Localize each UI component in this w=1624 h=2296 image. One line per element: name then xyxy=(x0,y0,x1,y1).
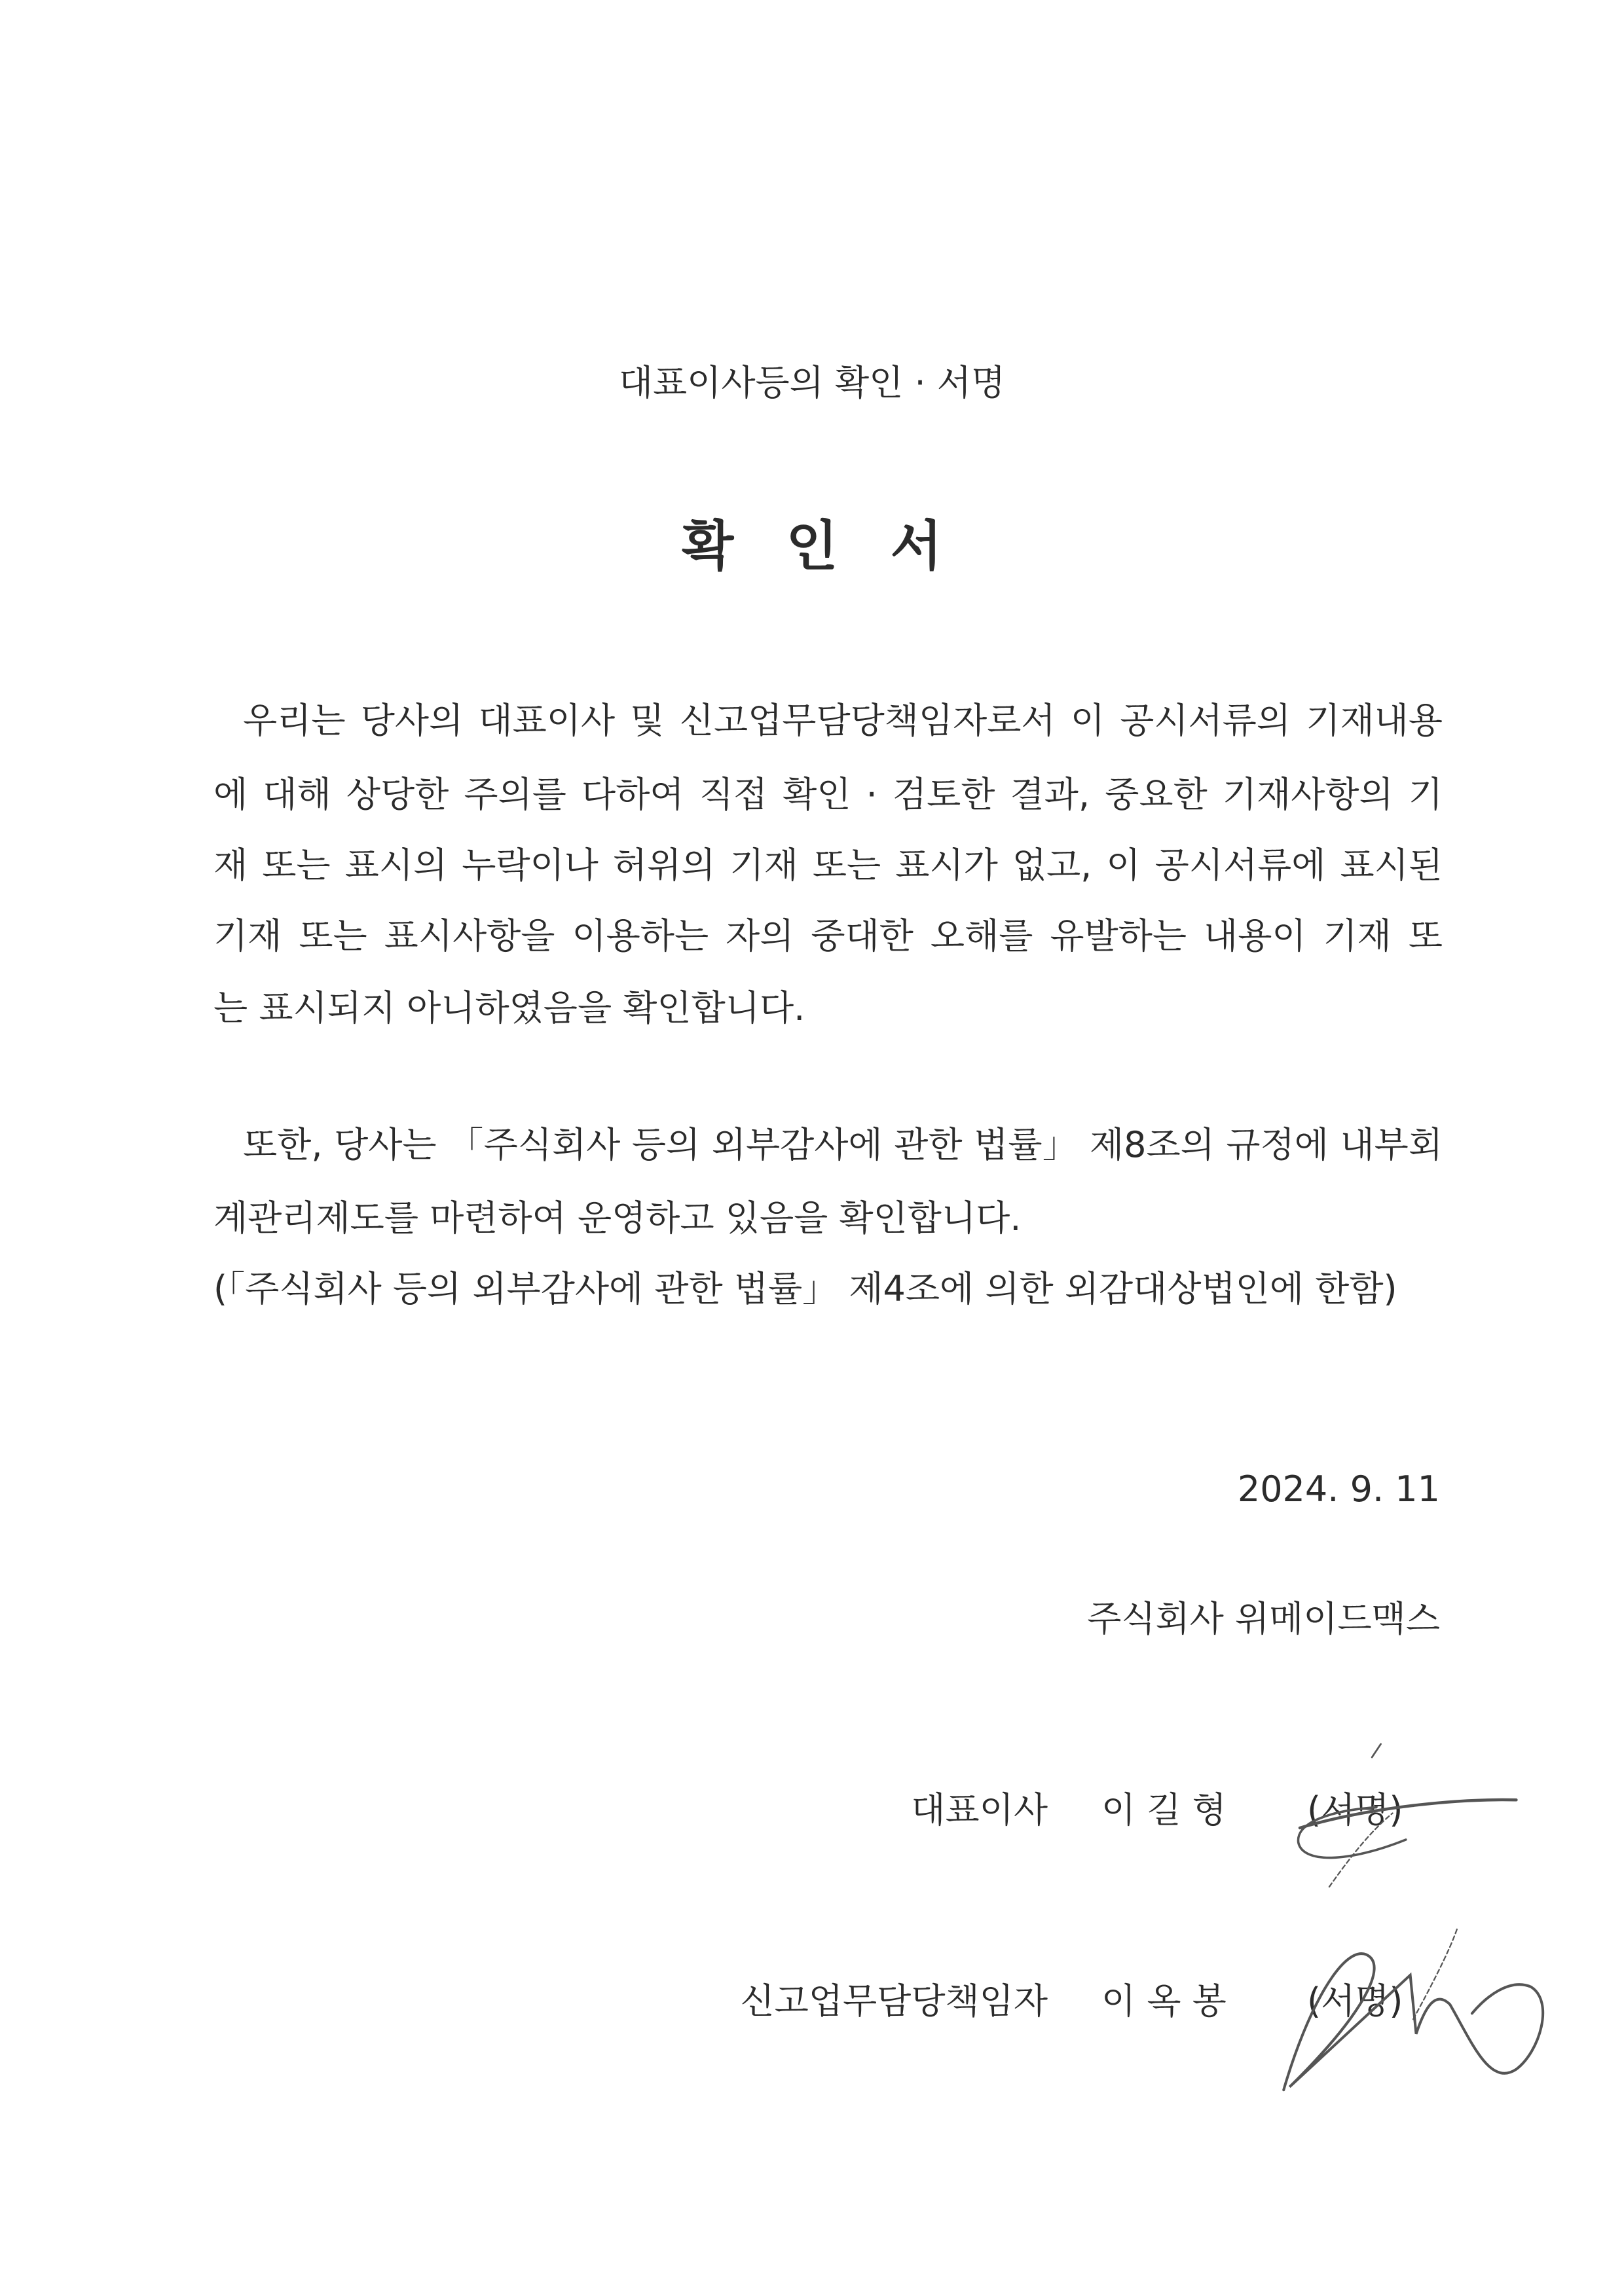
document-subtitle: 대표이사등의 확인 · 서명 xyxy=(618,362,1006,403)
signatory-name: 이 길 형 xyxy=(1101,1789,1227,1831)
paragraph-line: 기재 또는 표시사항을 이용하는 자의 중대한 오해를 유발하는 내용이 기재 또 xyxy=(213,915,1443,957)
title-char: 확 xyxy=(682,515,734,577)
signatory-role: 대표이사 xyxy=(911,1789,1048,1831)
signatory-name: 이 옥 봉 xyxy=(1101,1980,1227,2022)
signatory-role: 신고업무담당책임자 xyxy=(740,1980,1048,2022)
paragraph-line: 에 대해 상당한 주의를 다하여 직접 확인 · 검토한 결과, 중요한 기재사항의 기 xyxy=(213,774,1443,815)
paragraph-line: 재 또는 표시의 누락이나 허위의 기재 또는 표시가 없고, 이 공시서류에 표시된 xyxy=(213,845,1443,886)
company-name: 주식회사 위메이드맥스 xyxy=(1087,1598,1440,1639)
title-char: 서 xyxy=(890,515,942,577)
paragraph-line: 또한, 당사는 「주식회사 등의 외부감사에 관한 법률」 제8조의 규정에 내부회 xyxy=(243,1124,1443,1165)
paragraph-line: 우리는 당사의 대표이사 및 신고업무담당책임자로서 이 공시서류의 기재내용 xyxy=(243,700,1443,741)
paragraph-line: 는 표시되지 아니하였음을 확인합니다. xyxy=(213,987,805,1029)
document-date: 2024. 9. 11 xyxy=(1237,1468,1440,1510)
sign-label: (서명) xyxy=(1307,1789,1403,1831)
paragraph-line: 계관리제도를 마련하여 운영하고 있음을 확인합니다. xyxy=(213,1197,1022,1239)
document-title xyxy=(0,514,1624,579)
title-char: 인 xyxy=(786,515,838,577)
paragraph-line: (「주식회사 등의 외부감사에 관한 법률」 제4조에 의한 외감대상법인에 한함) xyxy=(213,1268,1397,1309)
sign-label: (서명) xyxy=(1307,1980,1403,2022)
